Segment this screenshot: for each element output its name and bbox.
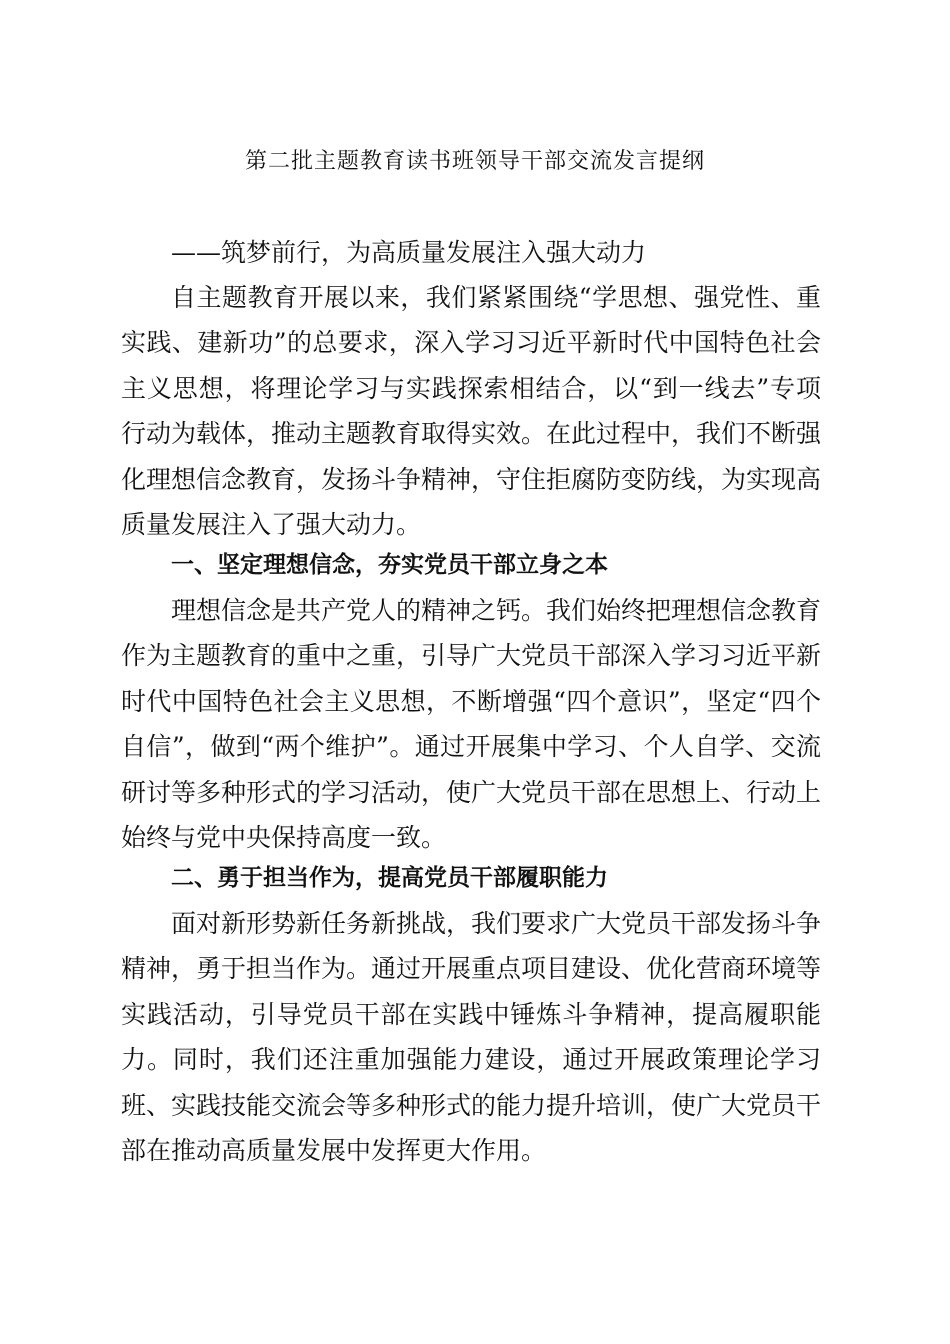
section-heading-1: 一、坚定理想信念，夯实党员干部立身之本 <box>171 552 608 578</box>
intro-paragraph-block <box>121 275 821 547</box>
section-body-block-1 <box>121 588 821 860</box>
section-body-block-2 <box>121 901 821 1173</box>
document-subtitle: ——筑梦前行，为高质量发展注入强大动力 <box>171 238 647 267</box>
section-paragraph-1: 理想信念是共产党人的精神之钙。我们始终把理想信念教育作为主题教育的重中之重，引导广大党员干部深入学习习近平新时代中国特色社会主义思想，不断增强“四个意识”，坚定“四个自信”，做到“两个维护”。通过开展集中学习、个人自学、交流研讨等多种形式的学习活动，使广大党员干部在思想上、行动上始终与党中央保持高度一致。 <box>121 596 822 853</box>
document-title: 第二批主题教育读书班领导干部交流发言提纲 <box>244 149 705 174</box>
section-heading-2: 二、勇于担当作为，提高党员干部履职能力 <box>171 865 608 891</box>
section-paragraph-2: 面对新形势新任务新挑战，我们要求广大党员干部发扬斗争精神，勇于担当作为。通过开展重点项目建设、优化营商环境等实践活动，引导党员干部在实践中锤炼斗争精神，提高履职能力。同时，我们还注重加强能力建设，通过开展政策理论学习班、实践技能交流会等多种形式的能力提升培训，使广大党员干部在推动高质量发展中发挥更大作用。 <box>121 909 822 1166</box>
intro-paragraph: 自主题教育开展以来，我们紧紧围绕“学思想、强党性、重实践、建新功”的总要求，深入学习习近平新时代中国特色社会主义思想，将理论学习与实践探索相结合，以“到一线去”专项行动为载体，推动主题教育取得实效。在此过程中，我们不断强化理想信念教育，发扬斗争精神，守住拒腐防变防线，为实现高质量发展注入了强大动力。 <box>121 283 822 540</box>
